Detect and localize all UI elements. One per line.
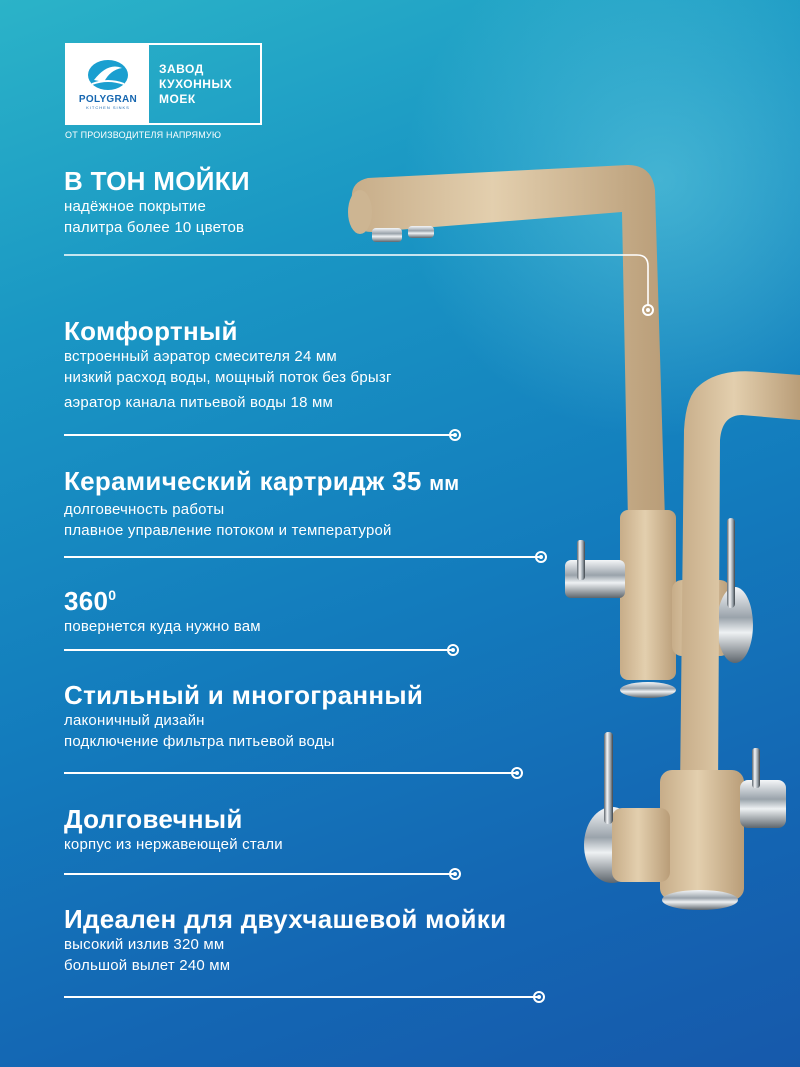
feature-line: надёжное покрытие	[64, 198, 207, 215]
callout-dot	[511, 767, 523, 779]
leader-line	[64, 556, 540, 558]
leader-line	[64, 649, 452, 651]
feature-title: В ТОН МОЙКИ	[64, 166, 250, 196]
leader-line	[64, 873, 454, 875]
feature-title	[64, 466, 459, 499]
feature-title: Комфортный	[64, 316, 238, 346]
callout-dot	[449, 429, 461, 441]
feature-line: долговечность работы	[64, 501, 225, 518]
leader-line	[64, 772, 516, 774]
feature-title	[64, 580, 261, 616]
feature-title: Идеален для двухчашевой мойки	[64, 904, 507, 934]
feature-line: палитра более 10 цветов	[64, 219, 245, 236]
feature-rotation	[64, 580, 261, 637]
title-unit: мм	[429, 473, 460, 495]
tagline: ОТ ПРОИЗВОДИТЕЛЯ НАПРЯМУЮ	[65, 130, 222, 140]
title-text: Керамический картридж 35	[64, 466, 422, 496]
feature-style	[64, 680, 423, 752]
callout-dot	[449, 868, 461, 880]
feature-line: низкий расход воды, мощный поток без брызг	[64, 369, 392, 386]
logo-brand-name: POLYGRAN	[78, 94, 138, 105]
title-text: 360	[64, 586, 109, 616]
leader-line	[64, 434, 454, 436]
feature-double-sink	[64, 904, 506, 976]
feature-line: плавное управление потоком и температурой	[64, 522, 392, 539]
feature-title: Стильный и многогранный	[64, 680, 424, 710]
callout-dot	[533, 991, 545, 1003]
feature-line: высокий излив 320 мм	[64, 936, 225, 953]
logo-subtitle: KITCHEN SINKS	[86, 105, 130, 110]
feature-comfort	[64, 316, 392, 413]
leader-line	[64, 996, 538, 998]
logo-line: ЗАВОД	[159, 61, 204, 76]
title-degree: 0	[108, 587, 117, 603]
callout-dot	[447, 644, 459, 656]
feature-line: подключение фильтра питьевой воды	[64, 733, 335, 750]
logo-line: МОЕК	[159, 91, 196, 106]
feature-line: аэратор канала питьевой воды 18 мм	[64, 394, 334, 411]
feature-cartridge	[64, 466, 459, 541]
feature-title: Долговечный	[64, 804, 243, 834]
feature-line: повернется куда нужно вам	[64, 618, 261, 635]
feature-line: лаконичный дизайн	[64, 712, 205, 729]
feature-line: большой вылет 240 мм	[64, 957, 231, 974]
logo-line: КУХОННЫХ	[159, 76, 233, 91]
feature-line: корпус из нержавеющей стали	[64, 836, 283, 853]
feature-line: встроенный аэратор смесителя 24 мм	[64, 348, 337, 365]
callout-dot	[535, 551, 547, 563]
feature-durable	[64, 804, 283, 855]
callout-dot	[642, 304, 654, 316]
